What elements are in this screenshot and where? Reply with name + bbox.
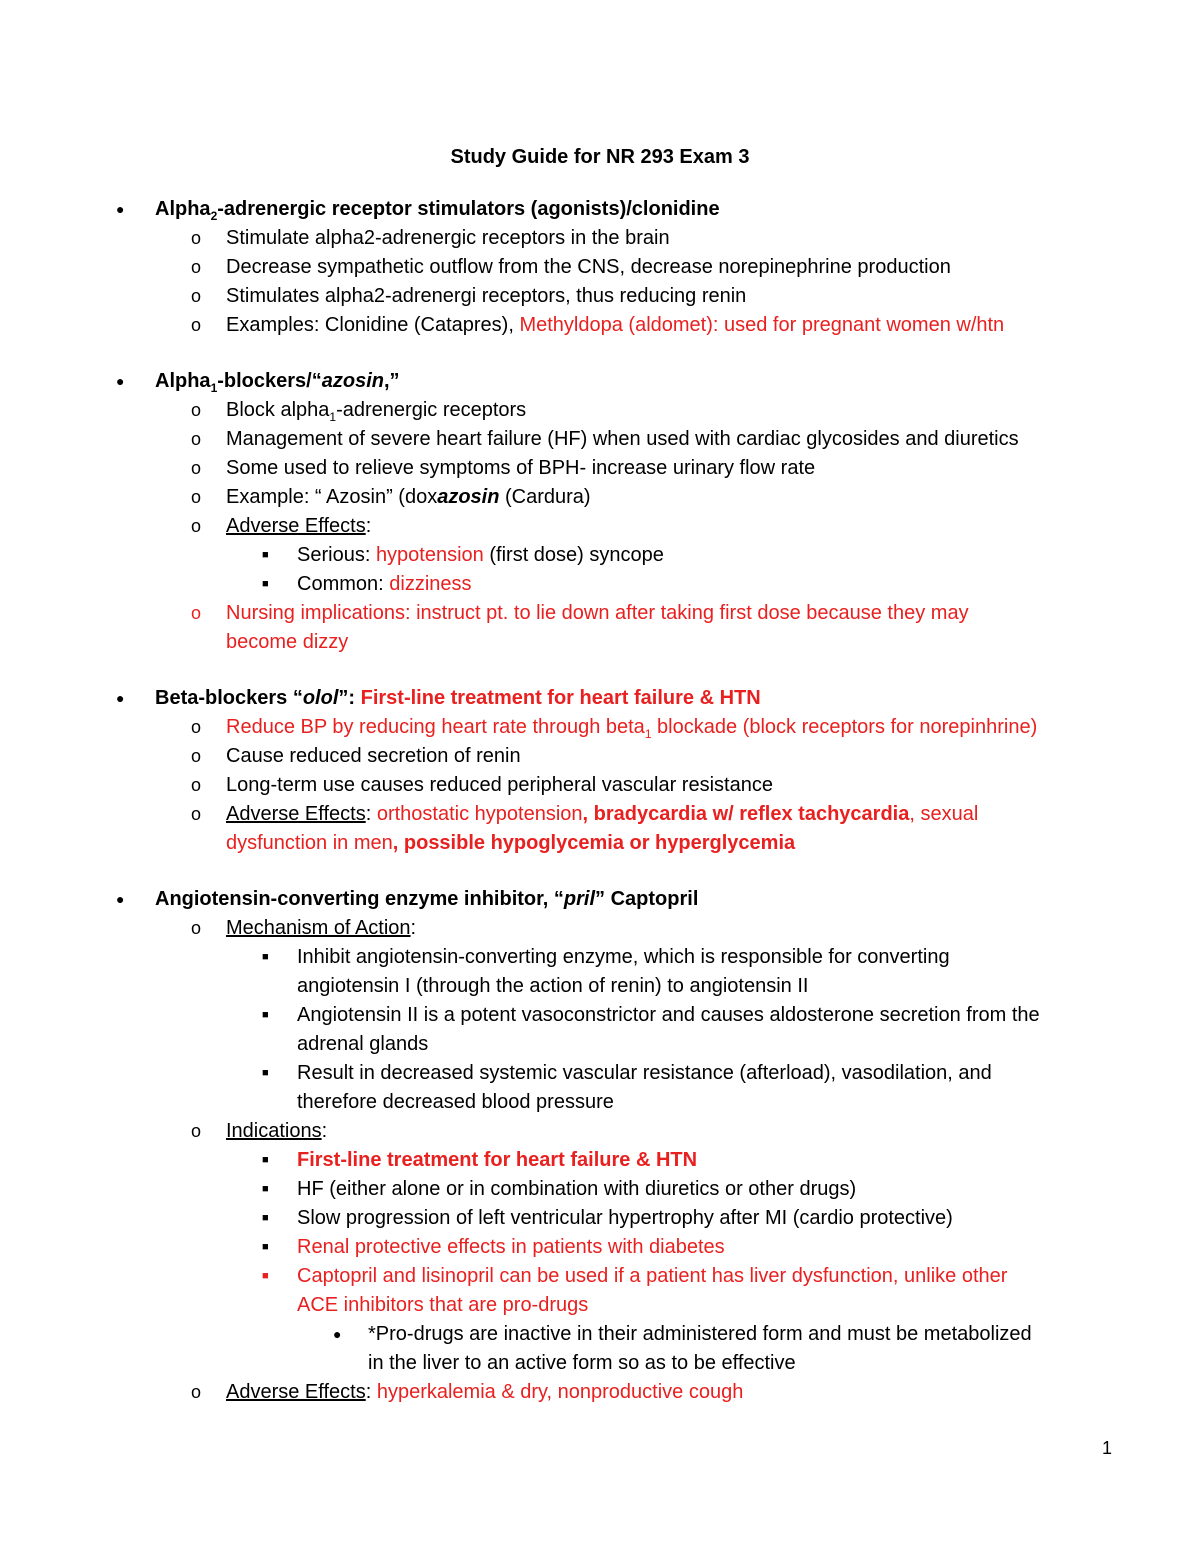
square-bullet-icon: ■: [262, 1241, 269, 1253]
bullet-icon: ●: [333, 1326, 342, 1342]
list-item: ■ Result in decreased systemic vascular resistance (afterload), vasodilation, and therefore decreased blood pressure: [0, 1059, 1200, 1117]
list-item: ■ HF (either alone or in combination with diuretics or other drugs): [0, 1175, 1200, 1204]
adverse-effects-label: o Adverse Effects:: [0, 512, 1200, 541]
circle-bullet-icon: o: [191, 717, 202, 737]
list-item: o Example: “ Azosin” (doxazosin (Cardura): [0, 483, 1200, 512]
square-bullet-icon: ■: [262, 1009, 269, 1021]
study-guide-content: [0, 195, 1200, 1434]
circle-bullet-icon: o: [191, 775, 202, 795]
section-alpha1-blockers: [0, 367, 1200, 657]
circle-bullet-icon: o: [191, 603, 202, 623]
list-item: o Decrease sympathetic outflow from the CNS, decrease norepinephrine production: [0, 253, 1200, 282]
list-item: o Examples: Clonidine (Catapres), Methyldopa (aldomet): used for pregnant women w/htn: [0, 311, 1200, 340]
list-item: o Stimulates alpha2-adrenergi receptors, thus reducing renin: [0, 282, 1200, 311]
section-ace-inhibitors: [0, 885, 1200, 1407]
circle-bullet-icon: o: [191, 746, 202, 766]
section-heading: ● Alpha$_2$-adrenergic receptor stimulators (agonists)/clonidine: [0, 195, 1200, 224]
square-bullet-icon: ■: [262, 1270, 269, 1282]
list-item: o Management of severe heart failure (HF) when used with cardiac glycosides and diuretics: [0, 425, 1200, 454]
list-item: ● *Pro-drugs are inactive in their administered form and must be metabolized in the liver to an active form so as to be effective: [0, 1320, 1200, 1378]
square-bullet-icon: ■: [262, 1183, 269, 1195]
section-heading: ● Beta-blockers “olol”: First-line treatment for heart failure & HTN: [0, 684, 1200, 713]
bullet-icon: ●: [116, 373, 125, 389]
list-item: ■ Slow progression of left ventricular hypertrophy after MI (cardio protective): [0, 1204, 1200, 1233]
circle-bullet-icon: o: [191, 458, 202, 478]
list-item: ■ Renal protective effects in patients with diabetes: [0, 1233, 1200, 1262]
circle-bullet-icon: o: [191, 487, 202, 507]
circle-bullet-icon: o: [191, 1121, 202, 1141]
indications-label: o Indications:: [0, 1117, 1200, 1146]
list-item: ■ First-line treatment for heart failure & HTN: [0, 1146, 1200, 1175]
square-bullet-icon: ■: [262, 1212, 269, 1224]
circle-bullet-icon: o: [191, 1382, 202, 1402]
bullet-icon: ●: [116, 201, 125, 217]
section-beta-blockers: [0, 684, 1200, 858]
circle-bullet-icon: o: [191, 400, 202, 420]
list-item: o Stimulate alpha2-adrenergic receptors in the brain: [0, 224, 1200, 253]
list-item: o Cause reduced secretion of renin: [0, 742, 1200, 771]
square-bullet-icon: ■: [262, 549, 269, 561]
square-bullet-icon: ■: [262, 578, 269, 590]
section-heading: ● Alpha$_1$-blockers/“azosin,”: [0, 367, 1200, 396]
circle-bullet-icon: o: [191, 804, 202, 824]
square-bullet-icon: ■: [262, 1067, 269, 1079]
adverse-effects-item: o Adverse Effects: orthostatic hypotension, bradycardia w/ reflex tachycardia, sexual dysfunction in men, possible hypoglycemia or hyperglycemia: [0, 800, 1200, 858]
bullet-icon: ●: [116, 891, 125, 907]
page-title: Study Guide for NR 293 Exam 3: [450, 146, 750, 168]
list-item: o Long-term use causes reduced peripheral vascular resistance: [0, 771, 1200, 800]
square-bullet-icon: ■: [262, 951, 269, 963]
nursing-implications: o Nursing implications: instruct pt. to lie down after taking first dose because they may become dizzy: [0, 599, 1200, 657]
list-item: ■ Common: dizziness: [0, 570, 1200, 599]
bullet-icon: ●: [116, 690, 125, 706]
circle-bullet-icon: o: [191, 257, 202, 277]
list-item: o Reduce BP by reducing heart rate through beta$_1$ blockade (block receptors for norepinhrine): [0, 713, 1200, 742]
list-item: ■ Serious: hypotension (first dose) syncope: [0, 541, 1200, 570]
section-alpha2-agonists: [0, 195, 1200, 340]
circle-bullet-icon: o: [191, 315, 202, 335]
circle-bullet-icon: o: [191, 429, 202, 449]
list-item: ■ Inhibit angiotensin-converting enzyme, which is responsible for converting angiotensin I (through the action of renin) to angiotensin II: [0, 943, 1200, 1001]
list-item: ■ Angiotensin II is a potent vasoconstrictor and causes aldosterone secretion from the adrenal glands: [0, 1001, 1200, 1059]
circle-bullet-icon: o: [191, 918, 202, 938]
list-item: ■ Captopril and lisinopril can be used if a patient has liver dysfunction, unlike other ACE inhibitors that are pro-drugs: [0, 1262, 1200, 1320]
mechanism-label: o Mechanism of Action:: [0, 914, 1200, 943]
circle-bullet-icon: o: [191, 286, 202, 306]
circle-bullet-icon: o: [191, 516, 202, 536]
circle-bullet-icon: o: [191, 228, 202, 248]
section-heading: ● Angiotensin-converting enzyme inhibitor, “pril” Captopril: [0, 885, 1200, 914]
list-item: o Some used to relieve symptoms of BPH- increase urinary flow rate: [0, 454, 1200, 483]
adverse-effects-item: o Adverse Effects: hyperkalemia & dry, nonproductive cough: [0, 1378, 1200, 1407]
page-number: 1: [1102, 1438, 1113, 1458]
list-item: o Block alpha$_1$-adrenergic receptors: [0, 396, 1200, 425]
square-bullet-icon: ■: [262, 1154, 269, 1166]
